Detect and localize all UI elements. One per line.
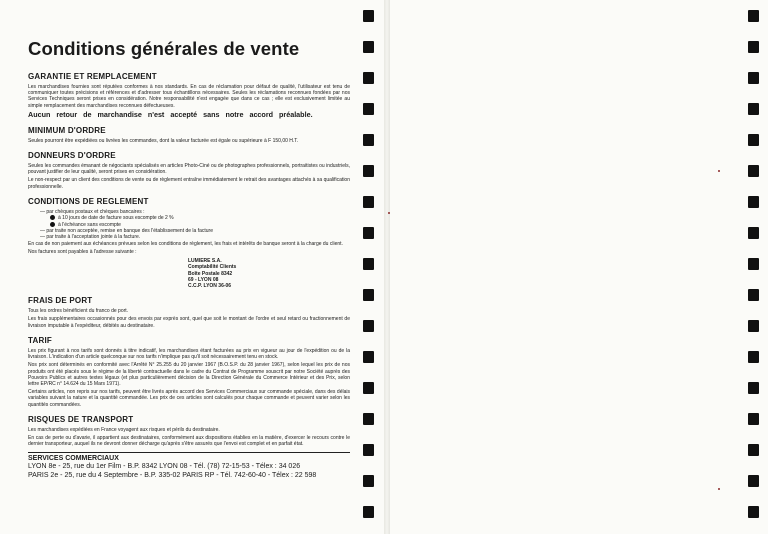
- binding-hole: [363, 351, 374, 363]
- reglement-item: — par traite non acceptée, remise en banque des l'établissement de la facture: [40, 228, 214, 235]
- section-heading-minimum: MINIMUM D'ORDRE: [28, 125, 106, 135]
- binding-hole: [363, 506, 374, 518]
- binding-hole: [363, 41, 374, 53]
- section-heading-garantie: GARANTIE ET REMPLACEMENT: [28, 72, 157, 81]
- binding-hole: [363, 413, 374, 425]
- terms-column: [28, 38, 350, 480]
- port-text-2: Les frais supplémentaires occasionnés pour des envois par exprès sont, quel que soit le montant de l'ordre et seul retard ou fractionnement de livraison imputable à l'expéditeur, débités au destinataire.: [28, 316, 350, 329]
- binding-hole: [748, 227, 759, 239]
- binding-hole: [363, 382, 374, 394]
- binding-hole: [363, 475, 374, 487]
- services-lyon: LYON 8e - 25, rue du 1er Film - B.P. 8342 LYON 08 - Tél. (78) 72-15-53 - Télex : 34 026: [28, 463, 301, 471]
- binding-hole: [748, 134, 759, 146]
- reglement-item: — par chèques postaux et chèques bancaires :: [40, 208, 145, 215]
- donneurs-text-2: Le non-respect par un client des conditions de vente ou de règlement entraîne immédiatement le retrait des avantages attachés à sa qualification professionnelle.: [28, 177, 350, 190]
- binding-hole: [363, 72, 374, 84]
- billing-address: [188, 258, 350, 289]
- binding-hole: [363, 320, 374, 332]
- tarif-text-3: Certains articles, non repris sur nos tarifs, peuvent être livrés après accord des Services Commerciaux sur commande spéciale, dans des délais variables suivant la nature et la quantité commandée. Les prix de ces articles sont calculés pour chaque commande et peuvent varier selon les quantités commandées.: [28, 389, 350, 408]
- binding-hole: [748, 382, 759, 394]
- address-line: 69 - LYON 08: [188, 276, 219, 283]
- tarif-text-1: Les prix figurant à nos tarifs sont donnés à titre indicatif, les marchandises étant facturées au prix en vigueur au jour de l'expédition ou de la livraison. L'indication d'un article quelconque sur nos tarifs n'implique pas qu'il soit nécessairement tenu en stock.: [28, 347, 350, 361]
- binding-hole: [363, 134, 374, 146]
- paper-speck: [388, 212, 390, 214]
- donneurs-text-1: Seules les commandes émanant de négociants spécialisés en articles Photo-Ciné ou de photographes professionnels, portraitistes ou industriels, pouvant justifier de leur qualité, seront prises en considération.: [28, 163, 350, 176]
- reglement-item: — par traite à l'acceptation jointe à la facture.: [40, 234, 141, 241]
- reglement-text-1: En cas de non paiement aux échéances prévues selon les conditions de règlement, les frais et intérêts de banque seront à la charge du client.: [28, 240, 343, 247]
- port-text-1: Tous les ordres bénéficient du franco de port.: [28, 308, 129, 315]
- binding-hole: [363, 165, 374, 177]
- binding-hole: [748, 258, 759, 270]
- section-heading-port: FRAIS DE PORT: [28, 296, 93, 306]
- binding-holes-right: [748, 0, 762, 534]
- binding-hole: [363, 103, 374, 115]
- binding-hole: [748, 475, 759, 487]
- minimum-text: Seules pourront être expédiées ou livrées les commandes, dont la valeur facturée est égale ou supérieure à F 150,00 H.T.: [28, 137, 299, 144]
- binding-hole: [748, 72, 759, 84]
- binding-hole: [748, 444, 759, 456]
- address-line: LUMIERE S.A.: [188, 258, 222, 265]
- binding-hole: [748, 320, 759, 332]
- binding-hole: [748, 165, 759, 177]
- binding-hole: [748, 289, 759, 301]
- bullet-dot-icon: [50, 222, 55, 227]
- reglement-subitem-text: à l'échéance sans escompte: [58, 221, 121, 228]
- binding-hole: [748, 196, 759, 208]
- risques-text-1: Les marchandises expédiées en France voyagent aux risques et périls du destinataire.: [28, 426, 220, 433]
- services-commerciaux: [28, 455, 350, 480]
- binding-hole: [748, 413, 759, 425]
- section-heading-reglement: CONDITIONS DE REGLEMENT: [28, 196, 149, 206]
- binding-hole: [748, 506, 759, 518]
- section-heading-tarif: TARIF: [28, 335, 52, 345]
- binding-hole: [748, 10, 759, 22]
- binding-hole: [363, 196, 374, 208]
- tarif-text-2: Nos prix sont déterminés en conformité avec l'Arrêté N° 25.255 du 20 janvier 1967 (B.O.S.P. du 28 janvier 1967), selon lequel les prix de nos produits ont été placés sous le régime de la liberté contractuelle dans le cadre du Contrat de Programme souscrit par notre Société auprès des Pouvoirs Publics et autres textes légaux (et plus particulièrement décision de la Direction Générale du Commerce Intérieur et des Prix, selon lettre EP/RC n° 14.624 du 15 Mars 1971).: [28, 362, 350, 387]
- address-line: C.C.P. LYON 36-06: [188, 283, 232, 290]
- reglement-subitem-text: à 10 jours de date de facture sous escompte de 2 %: [58, 215, 174, 222]
- bullet-dot-icon: [50, 215, 55, 220]
- page-fold: [384, 0, 390, 534]
- garantie-text: Les marchandises fournies sont réputées conformes à nos standards. En cas de réclamation pour défaut de qualité, l'utilisateur est tenu de communiquer toutes précisions et références et d'adresser tous échantillons nécessaires. Seules les réclamations reconnues fondées par nos Services Techniques seront prises en considération. Notre responsabilité n'est engagée que dans ce cas ; elle est exclusivement limitée au simple remplacement des marchandises reconnues défectueuses.: [28, 84, 350, 109]
- binding-hole: [363, 258, 374, 270]
- address-line: Comptabilité Clients: [188, 264, 237, 271]
- address-line: Boîte Postale 8342: [188, 270, 233, 277]
- binding-hole: [363, 289, 374, 301]
- binding-hole: [748, 351, 759, 363]
- reglement-text-2: Nos factures sont payables à l'adresse suivante :: [28, 249, 137, 256]
- binding-hole: [363, 10, 374, 22]
- paper-speck: [718, 488, 720, 490]
- services-heading: SERVICES COMMERCIAUX: [28, 455, 119, 463]
- section-heading-risques: RISQUES DE TRANSPORT: [28, 414, 134, 424]
- paper-speck: [718, 170, 720, 172]
- binding-holes-left: [363, 0, 377, 534]
- section-heading-donneurs: DONNEURS D'ORDRE: [28, 151, 116, 161]
- binding-hole: [363, 227, 374, 239]
- binding-hole: [748, 41, 759, 53]
- divider: [28, 452, 350, 453]
- binding-hole: [363, 444, 374, 456]
- page-title: Conditions générales de vente: [28, 38, 300, 59]
- risques-text-2: En cas de perte ou d'avarie, il appartient aux destinataires, conformément aux dispositions établies en la matière, d'exercer le recours contre le dernier transporteur, auquel ils ne devront donner décharge qu'après s'être assurés que l'envoi est complet et en parfait état.: [28, 434, 350, 448]
- services-paris: PARIS 2e - 25, rue du 4 Septembre - B.P. 335-02 PARIS RP - Tél. 742-60-40 - Télex : 22 598: [28, 471, 317, 479]
- binding-hole: [748, 103, 759, 115]
- garantie-emphasis: Aucun retour de marchandise n'est accepté sans notre accord préalable.: [28, 109, 313, 119]
